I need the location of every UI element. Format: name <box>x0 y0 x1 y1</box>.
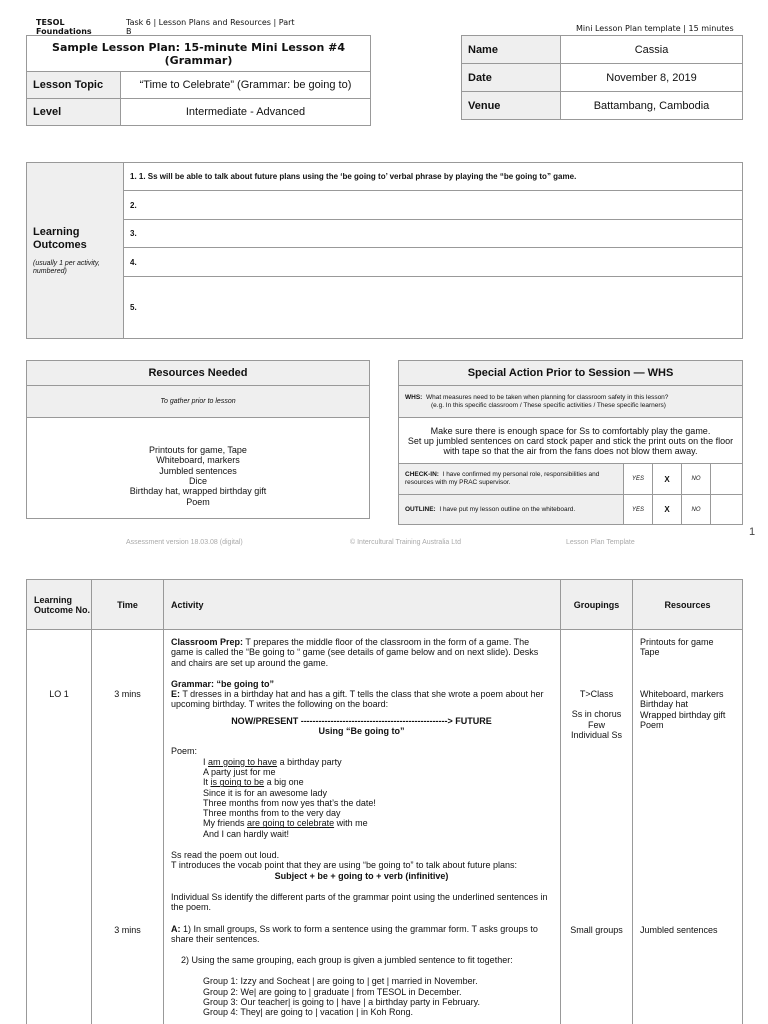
activity-cell <box>164 630 561 1024</box>
resource-item: Birthday hat, wrapped birthday gift <box>129 486 267 497</box>
grouping-item: T>Class <box>579 689 614 699</box>
group-line: Group 4: They| are going to | vacation | in Koh Rong. <box>203 1007 413 1018</box>
grouping-item: Ss in chorus <box>571 709 622 720</box>
col-outcome-header: Learning Outcome No. <box>27 580 92 630</box>
lo-cell <box>27 630 92 1024</box>
date-label: Date <box>462 64 561 92</box>
time-2: 3 mins <box>114 925 141 935</box>
resources-subtitle: To gather prior to lesson <box>27 386 370 418</box>
whs-answer <box>399 418 743 464</box>
groupings-1 <box>561 689 632 740</box>
prep-text: T prepares the middle floor of the classroom in the form of a game. The game is called the “Be going to “ game (see details of game below and on next slide). Desks and chairs are set up around the game. <box>171 637 539 668</box>
outline-label: OUTLINE: <box>405 506 436 513</box>
venue-value: Battambang, Cambodia <box>561 92 743 120</box>
groupings-2: Small groups <box>570 925 623 935</box>
read-line-2: T introduces the vocab point that they are using “be going to” to talk about future plans: <box>171 860 518 871</box>
learning-outcomes-label: Learning Outcomes <box>33 225 87 251</box>
resource-item: Jumbled sentences <box>159 465 237 476</box>
lesson-title-line-1: Sample Lesson Plan: 15-minute Mini Lesson #4 <box>52 40 345 54</box>
resource-item: Whiteboard, markers <box>156 455 240 466</box>
checkin-cell <box>399 464 624 495</box>
board-line-2: Using “Be going to” <box>318 726 405 737</box>
lesson-title-line-2: (Grammar) <box>164 53 233 67</box>
plan-resources-cell <box>633 630 743 1024</box>
poem-line: It is going to be a big one <box>203 777 304 788</box>
poem-line: My friends are going to celebrate with me <box>203 818 368 829</box>
resources-needed-table <box>26 360 370 519</box>
group-line: Group 1: Izzy and Socheat | are going to | get | married in November. <box>203 976 478 987</box>
whs-question <box>399 386 743 418</box>
time-cell <box>92 630 164 1024</box>
poem <box>171 757 552 839</box>
learning-outcomes-table <box>26 162 743 339</box>
e-label: E: <box>171 689 180 700</box>
col-resources-header: Resources <box>633 580 743 630</box>
group-list <box>171 976 552 1017</box>
lo-label: LO 1 <box>49 689 69 699</box>
org-line-2: Foundations <box>36 27 92 36</box>
grouping-item: Individual Ss <box>570 729 623 740</box>
whs-title: Special Action Prior to Session — WHS <box>399 361 743 386</box>
footer-left: Assessment version 18.03.08 (digital) <box>126 539 243 546</box>
read-line-1: Ss read the poem out loud. <box>171 850 280 861</box>
outline-no-mark[interactable] <box>711 495 743 525</box>
col-time-header: Time <box>92 580 164 630</box>
resources-1 <box>640 637 714 658</box>
plan-resource-item: Birthday hat <box>640 699 689 710</box>
outcome-4: 4. <box>124 248 743 277</box>
a-text: 1) In small groups, Ss work to form a sentence using the grammar form. T asks groups to share their sentences. <box>171 923 538 944</box>
groupings-cell <box>561 630 633 1024</box>
poem-label: Poem: <box>171 746 198 757</box>
group-line: Group 2: We| are going to | graduate | from TESOL in December. <box>203 986 462 997</box>
col-groupings-header: Groupings <box>561 580 633 630</box>
board-line-1: NOW/PRESENT -------------------------------------------------> FUTURE <box>231 715 492 726</box>
poem-line: A party just for me <box>203 766 276 777</box>
page-number: 1 <box>749 526 756 538</box>
outline-yes-label: YES <box>624 495 653 525</box>
whs-answer-line: with tape so that the air from the fans does not blow them away. <box>443 445 698 456</box>
level-value: Intermediate - Advanced <box>121 99 371 126</box>
resource-item: Poem <box>186 496 210 507</box>
grammar-title: Grammar: “be going to” <box>171 678 275 689</box>
prep-label: Classroom Prep: <box>171 637 244 647</box>
whs-q-label: WHS: <box>405 393 423 401</box>
outline-no-label: NO <box>682 495 711 525</box>
outline-text: I have put my lesson outline on the whiteboard. <box>439 506 576 513</box>
grouping-item: Few <box>587 719 605 730</box>
whs-answer-line: Make sure there is enough space for Ss to comfortably play the game. <box>430 425 711 436</box>
outline-yes-mark[interactable]: X <box>653 495 682 525</box>
whs-table <box>398 360 743 525</box>
template-label: Mini Lesson Plan template | 15 minutes <box>576 24 734 33</box>
col-activity-header: Activity <box>164 580 561 630</box>
resource-item: Dice <box>188 476 207 486</box>
checkin-label: CHECK-IN: <box>405 471 439 478</box>
outcome-3: 3. <box>124 220 743 248</box>
engage-step <box>171 689 552 710</box>
task-label <box>126 18 295 36</box>
footer-center: © Intercultural Training Australia Ltd <box>350 539 461 546</box>
checkin-no-label: NO <box>682 464 711 495</box>
checkin-yes-label: YES <box>624 464 653 495</box>
identify-text: Individual Ss identify the different parts of the grammar point using the underlined sentences in the poem. <box>171 891 548 913</box>
outcome-2: 2. <box>124 191 743 220</box>
name-label: Name <box>462 36 561 64</box>
org-name <box>36 18 92 36</box>
level-label: Level <box>27 99 121 126</box>
checkin-text: I have confirmed my personal role, responsibilities and resources with my PRAC supervisor. <box>405 471 600 486</box>
group-line: Group 3: Our teacher| is going to | have | a birthday party in February. <box>203 997 480 1008</box>
footer-right: Lesson Plan Template <box>566 539 635 546</box>
a-label: A: <box>171 923 181 934</box>
lesson-topic-value: “Time to Celebrate” (Grammar: be going to) <box>121 72 371 99</box>
plan-resource-item: Printouts for game <box>640 637 714 647</box>
outcome-1: 1. 1. Ss will be able to talk about future plans using the ‘be going to’ verbal phrase by playing the “be going to” game. <box>124 163 743 191</box>
lesson-plan-table <box>26 579 743 1024</box>
date-value: November 8, 2019 <box>561 64 743 92</box>
name-value: Cassia <box>561 36 743 64</box>
poem-line: I am going to have a birthday party <box>203 756 342 767</box>
whs-q-text: What measures need to be taken when planning for classroom safety in this lesson? <box>425 393 669 401</box>
plan-resource-item: Poem <box>640 719 664 730</box>
poem-line: Since it is for an awesome lady <box>203 787 328 798</box>
resources-2 <box>640 689 725 730</box>
checkin-yes-mark[interactable]: X <box>653 464 682 495</box>
poem-line: And I can hardly wait! <box>203 828 290 839</box>
task-line-2: B <box>126 27 132 36</box>
outline-cell <box>399 495 624 525</box>
poem-line: Three months from to the very day <box>203 808 341 819</box>
step-2: 2) Using the same grouping, each group is given a jumbled sentence to fit together: <box>181 955 513 966</box>
plan-resource-item: Whiteboard, markers <box>640 689 724 699</box>
resources-list <box>27 418 370 519</box>
teacher-info-table <box>461 35 743 120</box>
task-line-1: Task 6 | Lesson Plans and Resources | Part <box>126 18 295 27</box>
resource-item: Printouts for game, Tape <box>149 445 247 456</box>
grammar-formula: Subject + be + going to + verb (infinitive) <box>274 870 449 881</box>
time-1: 3 mins <box>114 689 141 699</box>
lesson-topic-label: Lesson Topic <box>27 72 121 99</box>
checkin-no-mark[interactable] <box>711 464 743 495</box>
resources-3: Jumbled sentences <box>640 925 718 935</box>
plan-resource-item: Tape <box>640 647 660 658</box>
outcome-5: 5. <box>124 277 743 339</box>
lesson-title <box>27 36 371 72</box>
learning-outcomes-note: (usually 1 per activity, numbered) <box>33 259 100 275</box>
lesson-info-table <box>26 35 371 126</box>
classroom-prep <box>171 637 552 668</box>
whs-q-eg: (e.g. In this specific classroom / These specific activities / These specific learners) <box>431 401 666 409</box>
activate-step <box>171 924 552 945</box>
plan-resource-item: Wrapped birthday gift <box>640 709 726 720</box>
resources-title: Resources Needed <box>27 361 370 386</box>
org-line-1: TESOL <box>36 18 65 27</box>
learning-outcomes-label-cell <box>27 163 124 339</box>
venue-label: Venue <box>462 92 561 120</box>
poem-line: Three months from now yes that’s the date! <box>203 797 376 808</box>
whs-answer-line: Set up jumbled sentences on card stock paper and stick the print outs on the floor <box>407 435 734 446</box>
e-text: T dresses in a birthday hat and has a gift. T tells the class that she wrote a poem about her upcoming birthday. T writes the following on the board: <box>171 689 544 710</box>
